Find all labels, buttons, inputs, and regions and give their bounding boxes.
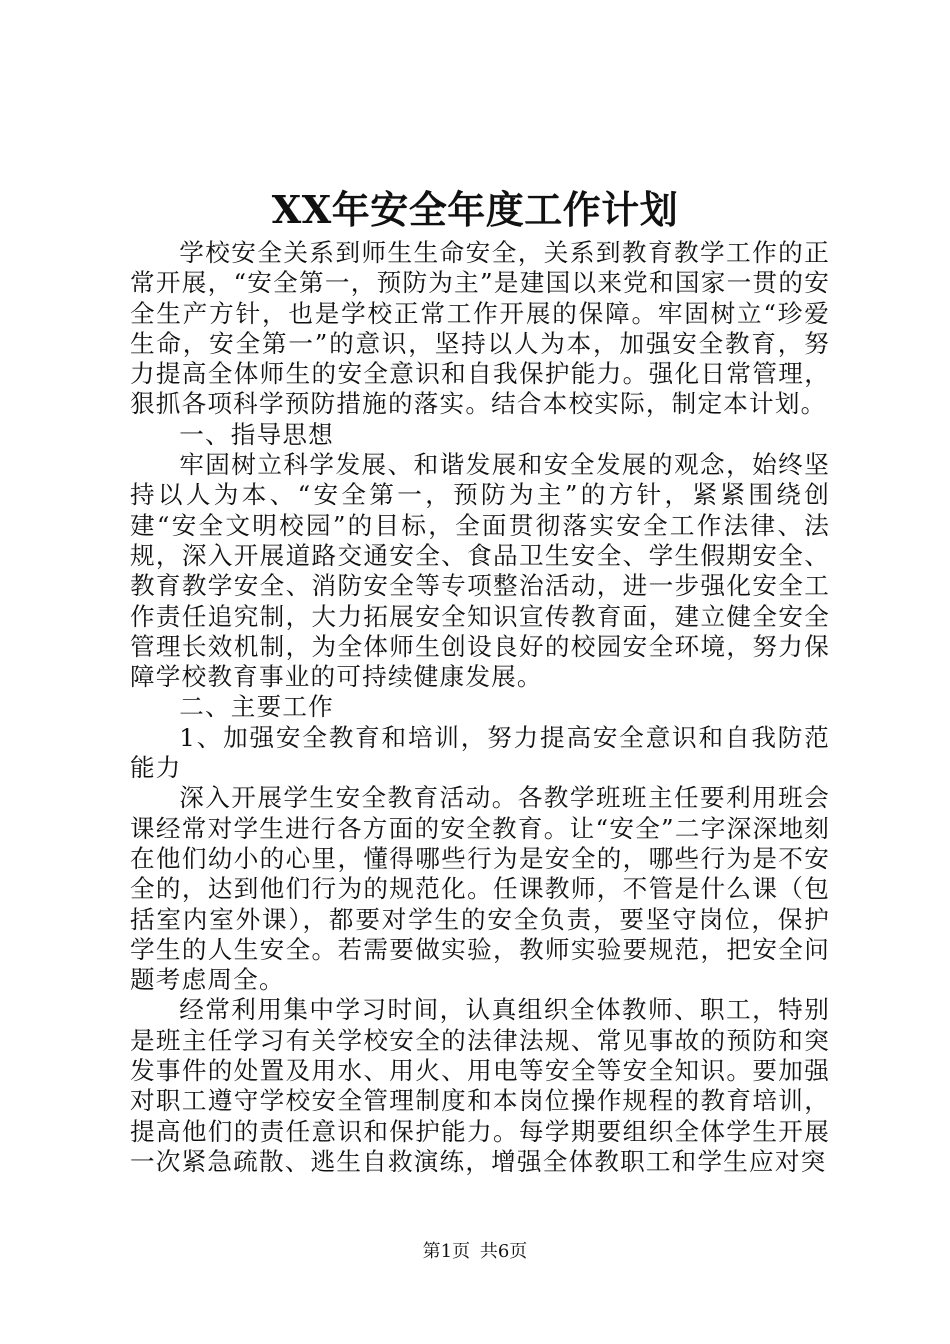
page-number: 第1页 [422, 1241, 471, 1262]
staff-training-paragraph: 经常利用集中学习时间，认真组织全体教师、职工，特别是班主任学习有关学校安全的法律法规、常见事故的预防和突发事件的处置及用水、用火、用电等安全等安全知识。要加强对职工遵守学校安全管理制度和本岗位操作规程的教育培训，提高他们的责任意识和保护能力。每学期要组织全体学生开展一次紧急疏散、逃生自救演练，增强全体教职工和学生应对突 [130, 995, 830, 1176]
document-title: XX年安全年度工作计划 [271, 187, 679, 232]
section-heading-guiding-ideology: 一、指导思想 [179, 419, 334, 449]
document-body [130, 238, 830, 1177]
subsection-heading-safety-education: 1、加强安全教育和培训，努力提高安全意识和自我防范能力 [130, 722, 830, 783]
section-heading-main-work: 二、主要工作 [179, 692, 334, 722]
page-total: 共6页 [479, 1241, 528, 1262]
guiding-ideology-paragraph: 牢固树立科学发展、和谐发展和安全发展的观念，始终坚持以人为本、“安全第一，预防为主”的方针，紧紧围绕创建“安全文明校园”的目标，全面贯彻落实安全工作法律、法规，深入开展道路交通安全、食品卫生安全、学生假期安全、教育教学安全、消防安全等专项整治活动，进一步强化安全工作责任追究制，大力拓展安全知识宣传教育面，建立健全安全管理长效机制，为全体师生创设良好的校园安全环境，努力保障学校教育事业的可持续健康发展。 [130, 450, 830, 692]
student-safety-education-paragraph: 深入开展学生安全教育活动。各教学班班主任要利用班会课经常对学生进行各方面的安全教育。让“安全”二字深深地刻在他们幼小的心里，懂得哪些行为是安全的，哪些行为是不安全的，达到他们行为的规范化。任课教师，不管是什么课（包括室内室外课），都要对学生的安全负责，要坚守岗位，保护学生的人生安全。若需要做实验，教师实验要规范，把安全问题考虑周全。 [130, 783, 830, 995]
page-footer [0, 1240, 950, 1264]
intro-paragraph: 学校安全关系到师生生命安全，关系到教育教学工作的正常开展，“安全第一，预防为主”是建国以来党和国家一贯的安全生产方针，也是学校正常工作开展的保障。牢固树立“珍爱生命，安全第一”的意识，坚持以人为本，加强安全教育，努力提高全体师生的安全意识和自我保护能力。强化日常管理，狠抓各项科学预防措施的落实。结合本校实际，制定本计划。 [130, 238, 830, 419]
